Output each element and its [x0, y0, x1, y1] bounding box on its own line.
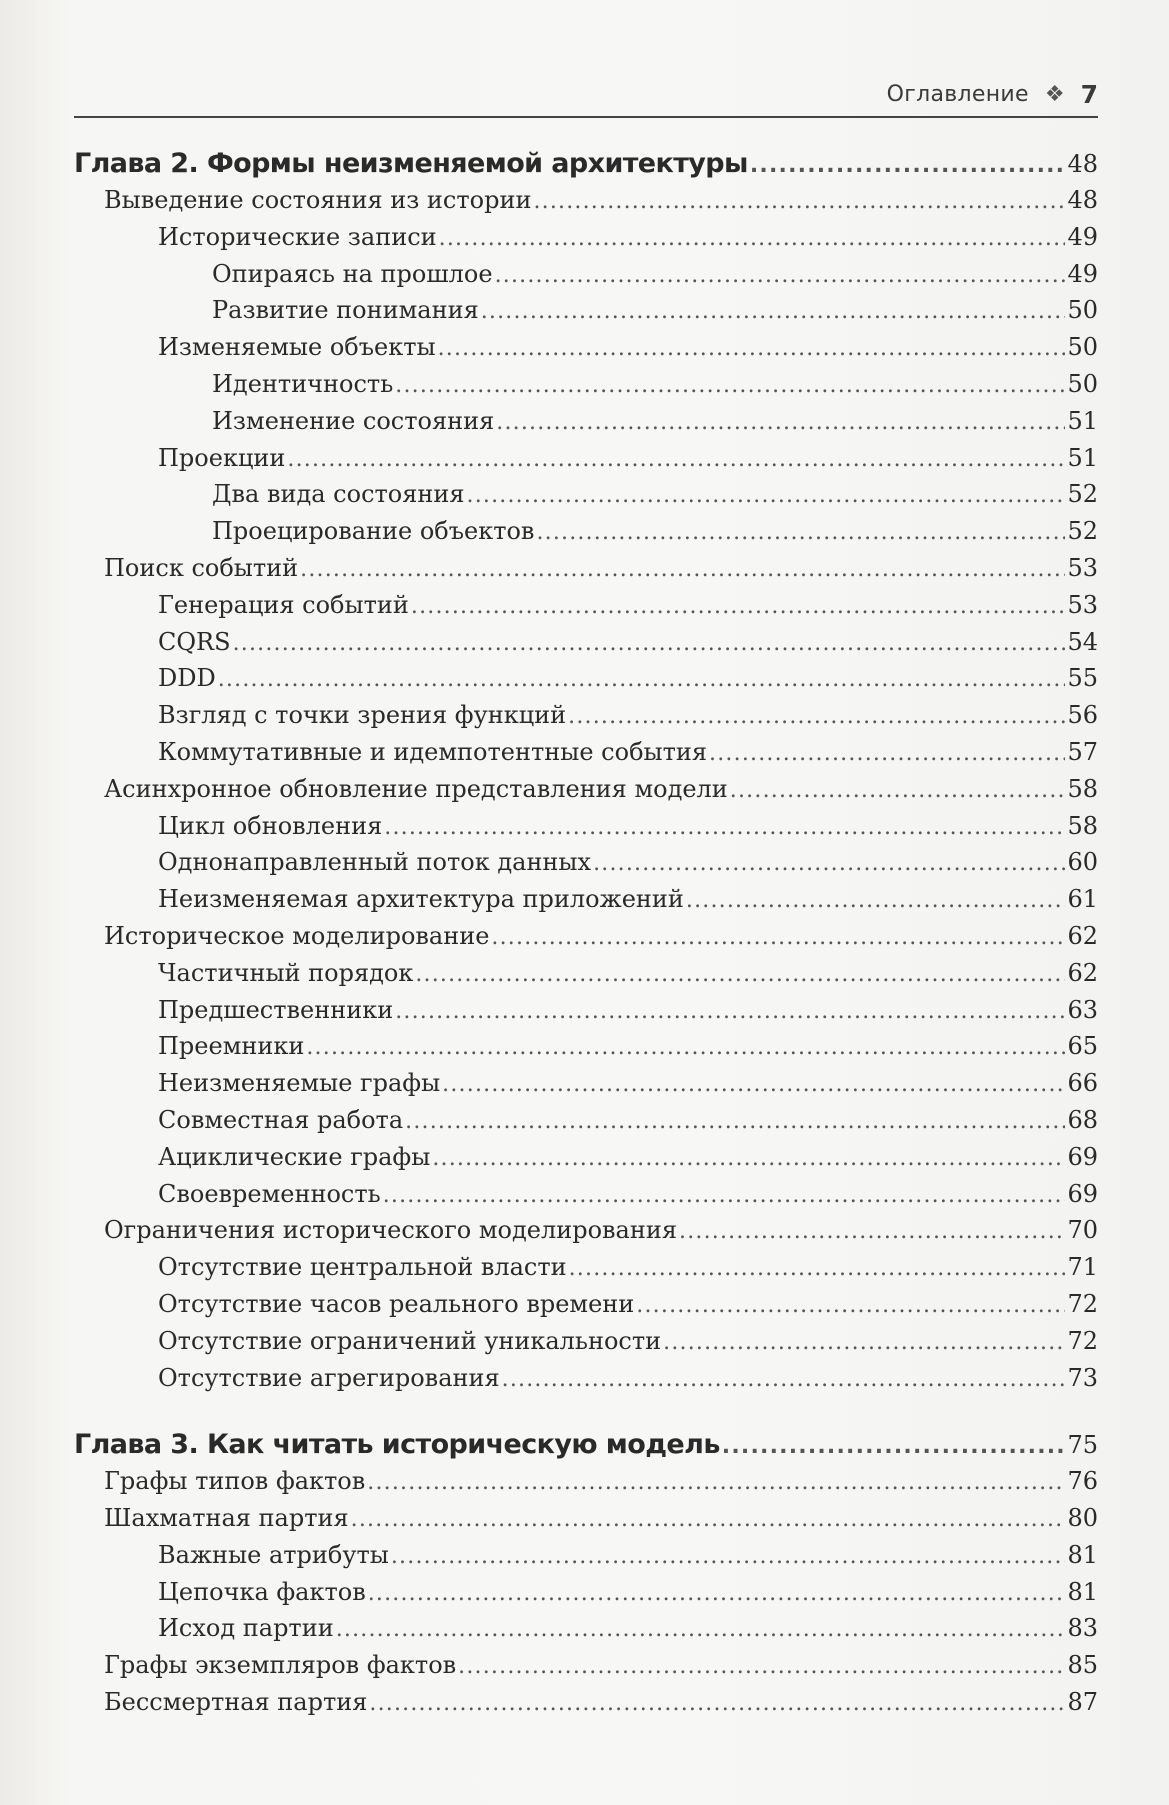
toc-entry-title: Проецирование объектов	[212, 517, 535, 546]
toc-entry[interactable]	[74, 554, 1098, 591]
toc-entry-title: Ограничения исторического моделирования	[104, 1216, 677, 1245]
toc-entry-title: Историческое моделирование	[104, 921, 490, 950]
toc-entry[interactable]	[74, 1578, 1098, 1615]
toc-entry-page: 50	[1067, 333, 1098, 362]
dot-leader	[391, 1544, 1066, 1569]
dot-leader	[722, 1434, 1066, 1459]
toc-entry[interactable]	[74, 591, 1098, 628]
toc-entry[interactable]	[74, 1467, 1098, 1504]
dot-leader	[218, 667, 1066, 692]
toc-chapter-entry[interactable]	[74, 1429, 1098, 1467]
toc-entry-page: 70	[1067, 1216, 1098, 1245]
toc-entry-page: 76	[1067, 1467, 1098, 1496]
toc-entry-title: Ациклические графы	[158, 1142, 431, 1171]
toc-chapter-entry[interactable]	[74, 148, 1098, 186]
toc-entry-page: 54	[1067, 627, 1098, 656]
toc-entry[interactable]	[74, 1364, 1098, 1401]
toc-entry-title: Изменяемые объекты	[158, 333, 436, 362]
toc-entry[interactable]	[74, 738, 1098, 775]
dot-leader	[663, 1330, 1065, 1355]
toc-entry-page: 72	[1067, 1326, 1098, 1355]
dot-leader	[533, 189, 1065, 214]
dot-leader	[709, 741, 1065, 766]
toc-entry-title: Совместная работа	[158, 1105, 404, 1134]
dot-leader	[686, 888, 1066, 913]
toc-entry-title: Поиск событий	[104, 553, 299, 582]
dot-leader	[481, 299, 1066, 324]
toc-entry-title: Исход партии	[158, 1614, 334, 1643]
toc-entry-title: Идентичность	[212, 369, 394, 398]
toc-entry-page: 69	[1067, 1179, 1098, 1208]
dot-leader	[536, 520, 1065, 545]
dot-leader	[458, 1654, 1065, 1679]
toc-entry-title: Графы экземпляров фактов	[104, 1651, 457, 1680]
toc-entry[interactable]	[74, 517, 1098, 554]
toc-entry[interactable]	[74, 885, 1098, 922]
toc-entry-page: 65	[1067, 1032, 1098, 1061]
dot-leader	[233, 631, 1066, 656]
toc-entry[interactable]	[74, 959, 1098, 996]
toc-entry-title: Предшественники	[158, 995, 394, 1024]
dot-leader	[432, 1146, 1065, 1171]
toc-entry[interactable]	[74, 701, 1098, 738]
toc-entry-page: 58	[1067, 774, 1098, 803]
toc-entry-page: 63	[1067, 995, 1098, 1024]
toc-entry-title: Проекции	[158, 443, 286, 472]
toc-entry[interactable]	[74, 407, 1098, 444]
toc-entry-page: 81	[1067, 1577, 1098, 1606]
toc-entry-page: 87	[1067, 1688, 1098, 1717]
toc-entry[interactable]	[74, 628, 1098, 665]
toc-entry-page: 51	[1067, 406, 1098, 435]
toc-entry-page: 80	[1067, 1504, 1098, 1533]
toc-entry-title: Коммутативные и идемпотентные события	[158, 737, 708, 766]
toc-entry-title: Отсутствие часов реального времени	[158, 1289, 635, 1318]
toc-entry-page: 50	[1067, 369, 1098, 398]
toc-entry-page: 62	[1067, 921, 1098, 950]
dot-leader	[442, 1072, 1065, 1097]
toc-entry[interactable]	[74, 1614, 1098, 1651]
toc-entry-title: Отсутствие центральной власти	[158, 1253, 567, 1282]
toc-entry-page: 66	[1067, 1069, 1098, 1098]
toc-entry-title: Неизменяемая архитектура приложений	[158, 885, 684, 914]
toc-entry[interactable]	[74, 1688, 1098, 1725]
dot-leader	[730, 778, 1066, 803]
toc-entry-page: 53	[1067, 590, 1098, 619]
toc-entry[interactable]	[74, 370, 1098, 407]
toc-entry-page: 57	[1067, 737, 1098, 766]
toc-entry-title: Важные атрибуты	[158, 1540, 389, 1569]
toc-entry[interactable]	[74, 996, 1098, 1033]
toc-entry-page: 75	[1067, 1431, 1098, 1460]
toc-entry-page: 49	[1067, 259, 1098, 288]
toc-entry-title: CQRS	[158, 627, 231, 656]
toc-entry-title: Бессмертная партия	[104, 1688, 368, 1717]
toc-entry-page: 51	[1067, 443, 1098, 472]
toc-entry-title: Исторические записи	[158, 222, 437, 251]
dot-leader	[369, 1691, 1065, 1716]
dot-leader	[411, 594, 1066, 619]
dot-leader	[491, 925, 1065, 950]
toc-entry-page: 58	[1067, 811, 1098, 840]
dot-leader	[395, 373, 1065, 398]
dot-leader	[383, 1183, 1066, 1208]
toc-entry-page: 69	[1067, 1142, 1098, 1171]
dot-leader	[568, 704, 1065, 729]
toc-entry[interactable]	[74, 480, 1098, 517]
dot-leader	[336, 1617, 1066, 1642]
dot-leader	[384, 815, 1065, 840]
dot-leader	[569, 1256, 1066, 1281]
toc-entry-page: 52	[1067, 517, 1098, 546]
toc-entry-title: Изменение состояния	[212, 406, 495, 435]
dot-leader	[495, 263, 1066, 288]
toc-entry-page: 83	[1067, 1614, 1098, 1643]
toc-entry-page: 55	[1067, 664, 1098, 693]
toc-entry-page: 62	[1067, 958, 1098, 987]
dot-leader	[395, 999, 1065, 1024]
toc-entry-title: Своевременность	[158, 1179, 381, 1208]
toc-entry[interactable]	[74, 1541, 1098, 1578]
toc-entry-title: Глава 2. Формы неизменяемой архитектуры	[74, 148, 748, 179]
toc-entry-page: 49	[1067, 222, 1098, 251]
toc-entry[interactable]	[74, 1180, 1098, 1217]
toc-entry[interactable]	[74, 775, 1098, 812]
dot-leader	[467, 483, 1066, 508]
toc-entry-title: Неизменяемые графы	[158, 1069, 441, 1098]
toc-entry-page: 73	[1067, 1363, 1098, 1392]
toc-entry-page: 60	[1067, 848, 1098, 877]
dot-leader	[439, 226, 1066, 251]
toc-entry-title: Выведение состояния из истории	[104, 186, 532, 214]
toc-entry[interactable]	[74, 848, 1098, 885]
toc-entry-title: Глава 3. Как читать историческую модель	[74, 1429, 720, 1461]
toc-entry-title: Цепочка фактов	[158, 1577, 366, 1606]
dot-leader	[306, 1035, 1065, 1060]
toc-entry[interactable]	[74, 1069, 1098, 1106]
toc-entry-page: 71	[1067, 1253, 1098, 1282]
toc-entry[interactable]	[74, 922, 1098, 959]
toc-entry-title: Преемники	[158, 1032, 305, 1061]
toc-entry-page: 72	[1067, 1289, 1098, 1318]
toc-entry[interactable]	[74, 1327, 1098, 1364]
toc-entry-title: Два вида состояния	[212, 480, 465, 509]
toc-entry[interactable]	[74, 664, 1098, 701]
toc-entry[interactable]	[74, 296, 1098, 333]
toc-entry-title: Частичный порядок	[158, 958, 414, 987]
toc-entry-title: Однонаправленный поток данных	[158, 848, 592, 877]
toc-entry-title: Шахматная партия	[104, 1504, 349, 1533]
table-of-contents	[74, 148, 1098, 1725]
toc-entry-page: 81	[1067, 1540, 1098, 1569]
dot-leader	[300, 557, 1065, 582]
page-number: 7	[1080, 79, 1098, 109]
toc-entry-title: Взгляд с точки зрения функций	[158, 701, 567, 730]
toc-entry-page: 53	[1067, 553, 1098, 582]
dot-leader	[368, 1581, 1066, 1606]
dot-leader	[502, 1367, 1066, 1392]
toc-entry-page: 52	[1067, 480, 1098, 509]
toc-entry-title: Генерация событий	[158, 590, 409, 619]
toc-entry-title: Цикл обновления	[158, 811, 383, 840]
running-head	[74, 72, 1098, 118]
toc-entry-page: 50	[1067, 296, 1098, 325]
toc-entry[interactable]	[74, 1651, 1098, 1688]
dot-leader	[750, 153, 1066, 178]
dot-leader	[351, 1507, 1066, 1532]
toc-entry-title: Отсутствие ограничений уникальности	[158, 1326, 662, 1355]
toc-entry-page: 61	[1067, 885, 1098, 914]
toc-entry[interactable]	[74, 812, 1098, 849]
toc-entry[interactable]	[74, 186, 1098, 223]
toc-entry-title: Асинхронное обновление представления модели	[104, 774, 728, 803]
toc-entry-page: 48	[1067, 150, 1098, 178]
running-head-title: Оглавление	[886, 81, 1029, 107]
toc-entry-title: DDD	[158, 664, 216, 693]
toc-entry-page: 85	[1067, 1651, 1098, 1680]
toc-entry[interactable]	[74, 444, 1098, 481]
dot-leader	[679, 1219, 1065, 1244]
toc-entry[interactable]	[74, 333, 1098, 370]
toc-entry-title: Отсутствие агрегирования	[158, 1363, 500, 1392]
dot-leader	[593, 851, 1065, 876]
toc-entry[interactable]	[74, 1504, 1098, 1541]
dot-leader	[636, 1293, 1065, 1318]
chapter-gap	[74, 1400, 1098, 1429]
dot-leader	[496, 410, 1065, 435]
toc-entry[interactable]	[74, 1290, 1098, 1327]
dot-leader	[287, 447, 1065, 472]
toc-entry[interactable]	[74, 1032, 1098, 1069]
toc-entry[interactable]	[74, 223, 1098, 260]
toc-entry[interactable]	[74, 1216, 1098, 1253]
toc-entry[interactable]	[74, 1143, 1098, 1180]
toc-entry[interactable]	[74, 260, 1098, 297]
toc-entry-title: Опираясь на прошлое	[212, 259, 493, 288]
toc-entry[interactable]	[74, 1253, 1098, 1290]
dot-leader	[438, 336, 1066, 361]
dot-leader	[367, 1470, 1065, 1495]
toc-entry[interactable]	[74, 1106, 1098, 1143]
ornament-icon: ❖	[1044, 81, 1065, 107]
toc-entry-page: 48	[1067, 186, 1098, 214]
toc-entry-title: Развитие понимания	[212, 296, 479, 325]
toc-entry-title: Графы типов фактов	[104, 1467, 366, 1496]
dot-leader	[405, 1109, 1065, 1134]
dot-leader	[415, 962, 1065, 987]
toc-entry-page: 68	[1067, 1105, 1098, 1134]
toc-entry-page: 56	[1067, 701, 1098, 730]
